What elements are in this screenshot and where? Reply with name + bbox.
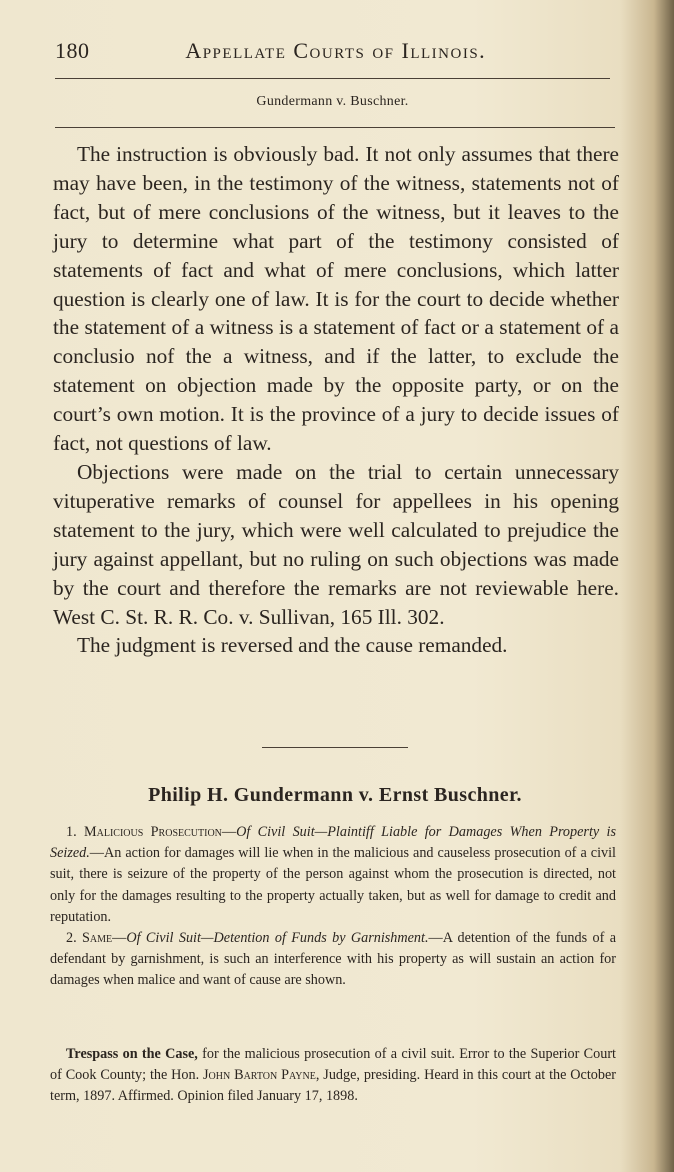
case-heading-rule xyxy=(55,127,615,128)
headnote: 1. Malicious Prosecution—Of Civil Suit—Plaintiff Liable for Damages When Property is Seized.—An action for damages will lie when in the malicious and causeless prosecution of a civil suit, there is seizure of the property of the person against whom the prosecution is directed, not only for the damages resulting to the property actually taken, but as well for damage to credit and reputation. xyxy=(50,824,617,925)
headnote-subtopic: Of Civil Suit—Detention of Funds by Garnishment. xyxy=(126,930,429,947)
headnotes xyxy=(50,822,616,992)
procedural-statement xyxy=(50,1044,616,1108)
opinion-paragraph: Objections were made on the trial to certain unnecessary vituperative remarks of counsel for appellees in his opening statement to the jury, which were well calculated to prejudice the jury against appellant, but no ruling on such objections was made by the court and therefore the remarks are not reviewable here. West C. St. R. R. Co. v. Sullivan, 165 Ill. 302. xyxy=(53,459,619,629)
headnote-subtopic: Of Civil Suit—Plaintiff Liable for Damages When Property is Seized. xyxy=(50,824,617,862)
running-title: Appellate Courts of Illinois. xyxy=(185,38,487,63)
judge-name: John Barton Payne xyxy=(203,1067,316,1084)
case-heading: Gundermann v. Buschner. xyxy=(256,94,409,109)
headnote-number: 1. xyxy=(66,824,77,840)
headnote-topic: Malicious Prosecution xyxy=(84,824,222,840)
headnote-text: An action for damages will lie when in the malicious and causeless prosecution of a civil suit, there is seizure of the property of the person against whom the prosecution is directed, not only for the damages resulting to the property actually taken, but as well for damage to credit and reputation. xyxy=(50,845,616,925)
opinion-text xyxy=(53,140,619,660)
page-number: 180 xyxy=(55,38,90,63)
procedural-text-2: , Judge, presiding. Heard in this court at the October term, 1897. Affirmed. Opinion filed January 17, 1898. xyxy=(50,1067,616,1105)
procedural-lead: Trespass on the Case, xyxy=(66,1046,198,1062)
procedural-paragraph xyxy=(50,1044,616,1108)
section-separator xyxy=(262,747,408,748)
opinion-paragraph: The judgment is reversed and the cause remanded. xyxy=(77,633,508,658)
headnote: 2. Same—Of Civil Suit—Detention of Funds by Garnishment.—A detention of the funds of a defendant by garnishment, is such an interference with his property as will sustain an action for damages when malice and want of cause are shown. xyxy=(50,930,616,989)
opinion-paragraph: The instruction is obviously bad. It not only assumes that there may have been, in the testimony of the witness, statements not of fact, but of mere conclusions of the witness, but it leaves to the jury to determine what part of the testimony consisted of statements of fact and what of mere conclusions, which latter question is clearly one of law. It is for the court to decide whether the statement of a witness is a statement of fact or a statement of a conclusio nof the a witness, and if the latter, to exclude the statement on objection made by the opposite party, or on the court’s own motion. It is the province of a jury to decide issues of fact, not questions of law. xyxy=(53,142,619,456)
headnote-topic: Same xyxy=(82,930,113,947)
procedural-text-1: for the malicious prosecution of a civil suit. Error to the Superior Court of Cook County; the Hon. xyxy=(50,1046,616,1084)
headnote-number: 2. xyxy=(66,930,77,947)
page-header xyxy=(55,38,610,64)
headnote-text: A detention of the funds of a defendant by garnishment, is such an interference with his property as will sustain an action for damages when malice and want of cause are shown. xyxy=(50,930,616,989)
header-rule xyxy=(55,78,610,79)
new-case-title: Philip H. Gundermann v. Ernst Buschner. xyxy=(148,784,522,806)
